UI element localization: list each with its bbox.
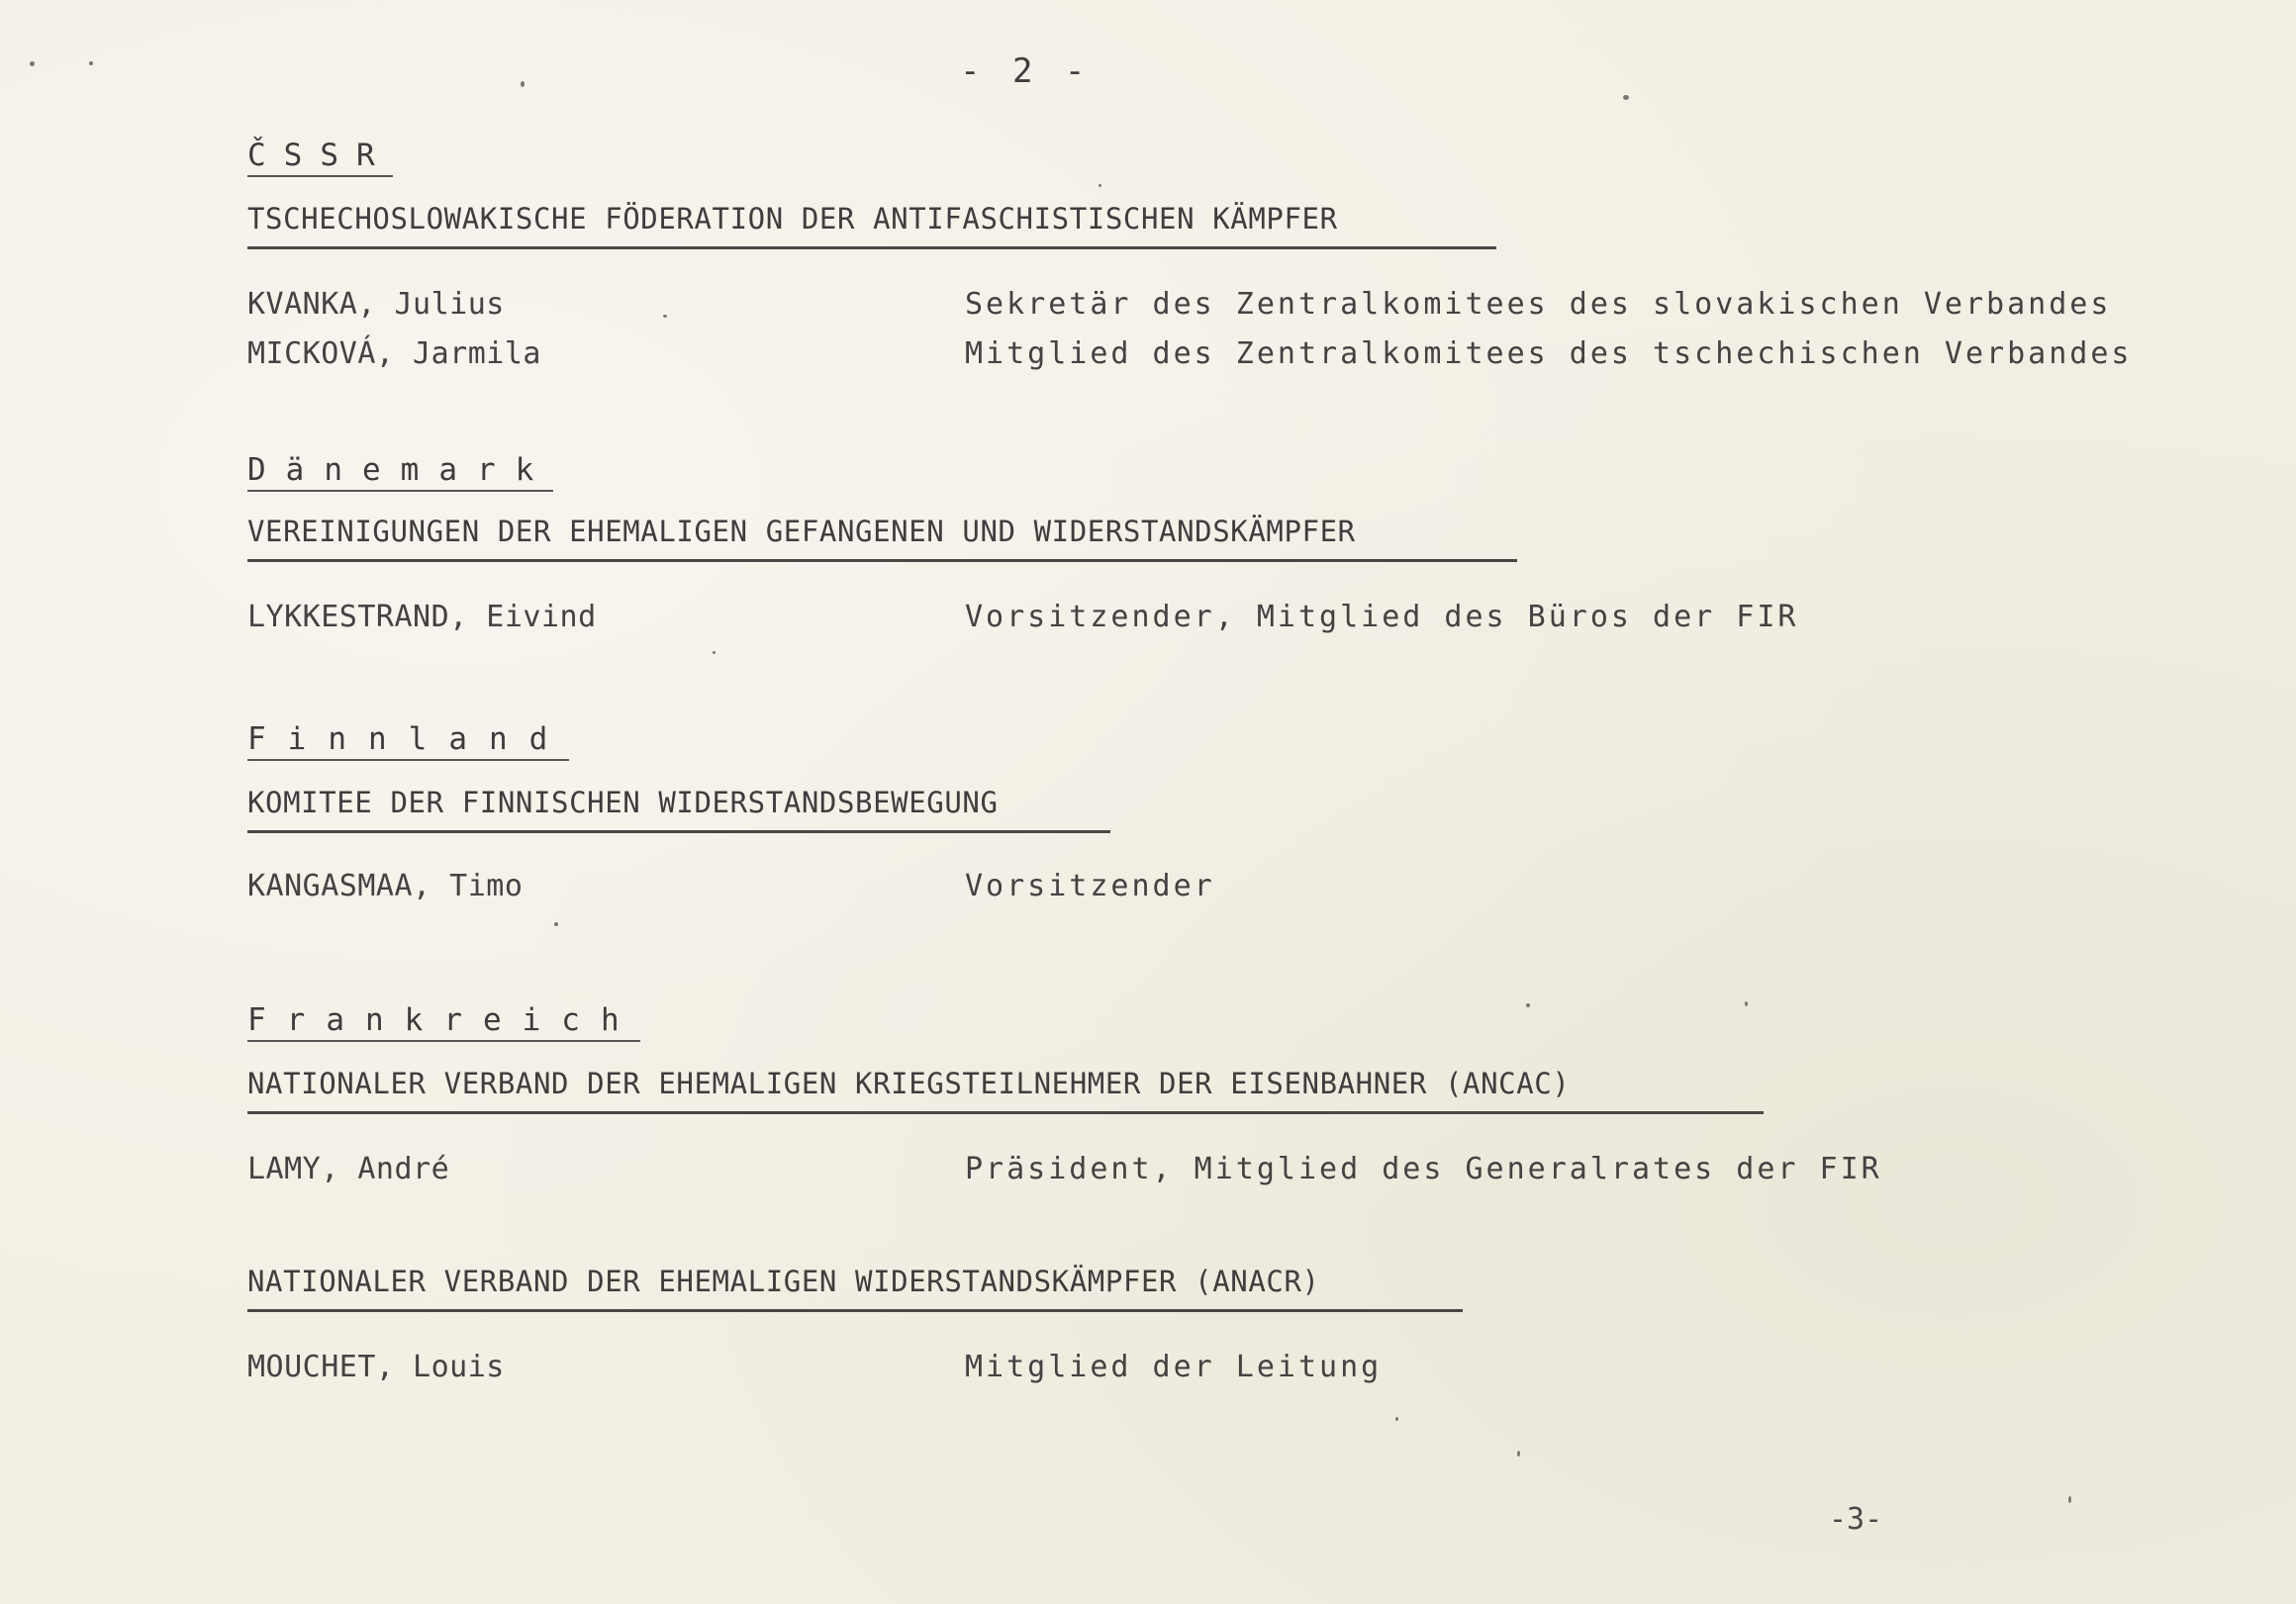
organization-name: KOMITEE DER FINNISCHEN WIDERSTANDSBEWEGUNG	[247, 786, 1110, 833]
organization-heading	[247, 786, 1110, 833]
country-heading: Frankreich	[247, 1003, 640, 1042]
organization-name: NATIONALER VERBAND DER EHEMALIGEN KRIEGSTEILNEHMER DER EISENBAHNER (ANCAC)	[247, 1067, 1764, 1114]
paper-speck	[1745, 1001, 1748, 1006]
member-role: Mitglied der Leitung	[965, 1350, 1383, 1384]
member-row	[247, 1152, 1882, 1186]
page-number: - 2 -	[960, 51, 1092, 91]
member-row	[247, 869, 1215, 903]
member-name: KVANKA, Julius	[247, 287, 505, 322]
member-row	[247, 1350, 1382, 1384]
section-country-cssr	[247, 139, 393, 177]
member-role: Präsident, Mitglied des Generalrates der FIR	[965, 1152, 1882, 1186]
paper-speck	[1395, 1417, 1398, 1421]
organization-heading	[247, 1265, 1463, 1312]
member-role: Sekretär des Zentralkomitees des slovakischen Verbandes	[965, 287, 2112, 322]
country-heading: ČSSR	[247, 139, 393, 177]
member-role: Vorsitzender, Mitglied des Büros der FIR	[965, 600, 1799, 634]
member-row	[247, 336, 2132, 371]
member-row	[247, 600, 1798, 634]
member-name: MICKOVÁ, Jarmila	[247, 336, 541, 371]
paper-speck	[1623, 95, 1629, 100]
paper-speck	[521, 81, 525, 87]
country-heading: Dänemark	[247, 453, 553, 492]
paper-speck	[1517, 1451, 1520, 1457]
member-row	[247, 287, 2111, 322]
organization-name: TSCHECHOSLOWAKISCHE FÖDERATION DER ANTIFASCHISTISCHEN KÄMPFER	[247, 202, 1496, 249]
section-country-daenemark	[247, 453, 553, 492]
paper-speck	[89, 61, 93, 65]
next-page-marker: -3-	[1829, 1502, 1883, 1537]
organization-heading	[247, 1067, 1764, 1114]
paper-speck	[663, 315, 667, 318]
member-role: Vorsitzender	[965, 869, 1215, 903]
paper-speck	[713, 651, 716, 654]
organization-heading	[247, 202, 1496, 249]
paper-speck	[554, 922, 558, 926]
section-country-finnland	[247, 722, 569, 761]
organization-name: VEREINIGUNGEN DER EHEMALIGEN GEFANGENEN UND WIDERSTANDSKÄMPFER	[247, 515, 1517, 562]
paper-speck	[2068, 1496, 2071, 1503]
organization-name: NATIONALER VERBAND DER EHEMALIGEN WIDERSTANDSKÄMPFER (ANACR)	[247, 1265, 1463, 1312]
member-name: KANGASMAA, Timo	[247, 869, 524, 903]
member-name: MOUCHET, Louis	[247, 1350, 505, 1384]
member-role: Mitglied des Zentralkomitees des tschechischen Verbandes	[965, 336, 2133, 371]
paper-speck	[30, 61, 35, 66]
country-heading: Finnland	[247, 722, 569, 761]
paper-speck	[1099, 184, 1101, 187]
member-name: LYKKESTRAND, Eivind	[247, 600, 597, 634]
paper-speck	[1526, 1003, 1530, 1007]
section-country-frankreich	[247, 1003, 640, 1042]
member-name: LAMY, André	[247, 1152, 450, 1186]
organization-heading	[247, 515, 1517, 562]
